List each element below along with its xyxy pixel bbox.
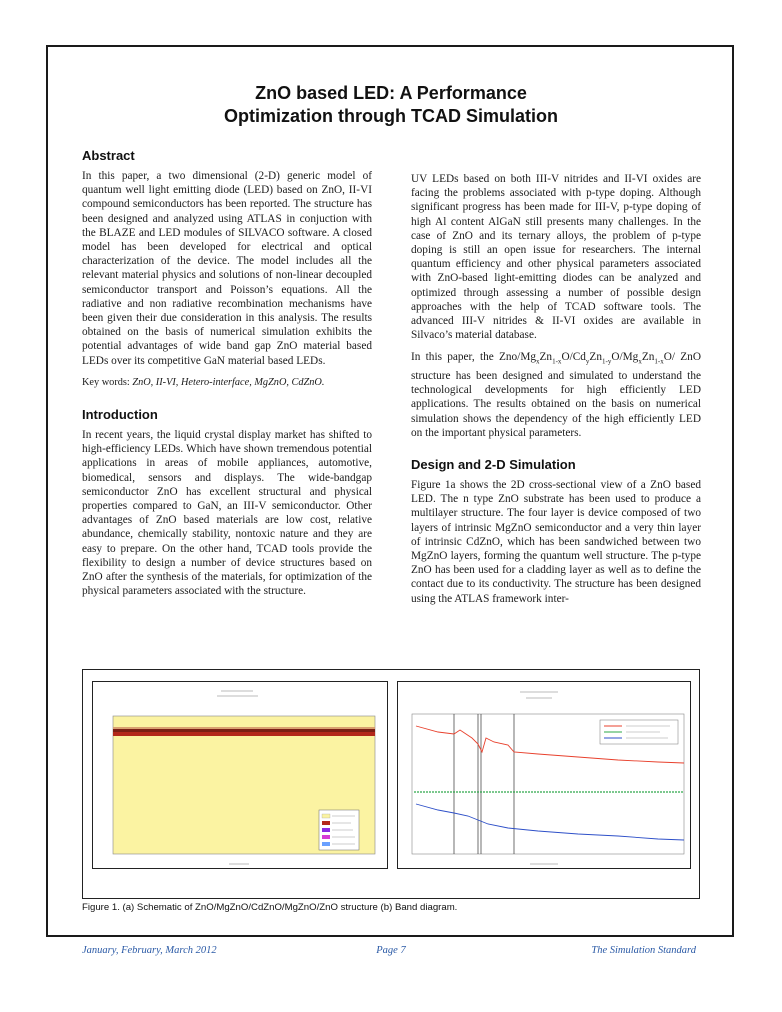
top-contact-layer (113, 727, 375, 729)
paper-title-line-2: Optimization through TCAD Simulation (224, 106, 558, 126)
keywords-line (82, 376, 372, 390)
right-paragraph-2-body: ZnO structure has been designed and simulated to understand the technological developments for high efficiently LED applications. The results obtained on the basis on numerical simulation shows the dependency of the high efficiently LED on the important physical parameters. (411, 351, 701, 439)
keywords-label: Key words: (82, 376, 133, 388)
figure-1b-band-diagram (397, 681, 691, 869)
keywords-list: ZnO, II-VI, Hetero-interface, MgZnO, CdZnO. (132, 376, 325, 388)
right-paragraph-1: UV LEDs based on both III-V nitrides and II-VI oxides are facing the problems associated with p-type doping. Although significant progress has been made for III-V, p-type doping of high Al content AlGaN still presents many challenges. In the case of ZnO and its ternary alloys, the problem of p-type doping is still an open issue for researchers. The internal quantum efficiency and other physical parameters associated with ZnO-based light-emitting diodes can be analyzed and optimized through assessing a number of possible design approaches with the help of TCAD software tools. The advanced III-V nitrides & II-VI oxides are available in Silvaco’s material database. (411, 173, 701, 342)
design-heading: Design and 2-D Simulation (411, 456, 576, 472)
structure-plot-svg (93, 682, 387, 868)
introduction-heading: Introduction (82, 407, 158, 423)
left-column (82, 148, 372, 598)
quantum-well-layers (113, 732, 375, 736)
design-text: Figure 1a shows the 2D cross-sectional view of a ZnO based LED. The n type ZnO substrate has been used to produce a multilayer structure. The four layer is device composed of two layers of intrinsic MgZnO semiconductor and a very thin layer of intrinsic CdZnO, which has been sandwiched between two MgZnO layers, forming the quantum well structure. The p-type ZnO has been used for a cladding layer as well as to define the contact due to its conductivity. The structure has been designed using the ATLAS framework inter- (411, 478, 701, 605)
abstract-text: In this paper, a two dimensional (2-D) generic model of quantum well light emitting diode (LED) based on ZnO, II-VI compound semiconductors has been reported. The structure has been designed and analyzed using ATLAS in conjuction with the BLAZE and LED modules of SILVACO software. A closed model has been developed for electrical and optical characterization of the device. The model includes all the relevant material physics and solutions of non-linear decoupled semiconductor transport and Poisson’s equations. All the radiative and non radiative recombination mechanisms have been given their due consideration in this analysis. The results obtained on the basis of numerical simulation exhibits the potential advantages of wide band gap ZnO material based LEDs over its competitive GaN material based LEDs. (82, 170, 372, 367)
right-paragraph-2: In this paper, the Zno/$Mg_xZn_{1-x}O/Cd_yZn_{1-y}O/Mg_xZn_{1-x}O/$ ZnO structure has been designed and simulated to understand the technological developments for high efficiently LED applications. The results obtained on the basis on numerical simulation shows the dependency of the high efficiently LED on the important physical parameters. (411, 351, 701, 439)
footer-date: January, February, March 2012 (82, 945, 217, 956)
cladding-layer (113, 729, 375, 732)
figure-1a-structure-plot (92, 681, 388, 869)
figure-1 (82, 669, 700, 899)
paper-title-line-1: ZnO based LED: A Performance (255, 83, 527, 103)
abstract-heading: Abstract (82, 148, 135, 163)
footer-publication: The Simulation Standard (591, 945, 696, 956)
introduction-text: In recent years, the liquid crystal display market has shifted to high-efficiency LEDs. Which have shown tremendous potential applications in areas of mobile appliances, automotive, biomedical, sensors and displays. The wide-bandgap semiconductor ZnO has excellent structural and physical properties compared to GaN, an III-V semiconductor. Other advantages of ZnO based materials are low cost, relative abundance, chemically stability, nontoxic nature and they are easy to prepare. On the other hand, TCAD tools provide the flexibility to design a number of device structures based on ZnO after the synthesis of the materials, for optimization of the physical parameters associated with the structure. (82, 429, 372, 598)
figure-caption: Figure 1. (a) Schematic of ZnO/MgZnO/CdZnO/MgZnO/ZnO structure (b) Band diagram. (82, 902, 458, 913)
right-column (411, 172, 701, 606)
band-diagram-svg (398, 682, 690, 868)
footer-page-number: Page 7 (376, 945, 406, 956)
